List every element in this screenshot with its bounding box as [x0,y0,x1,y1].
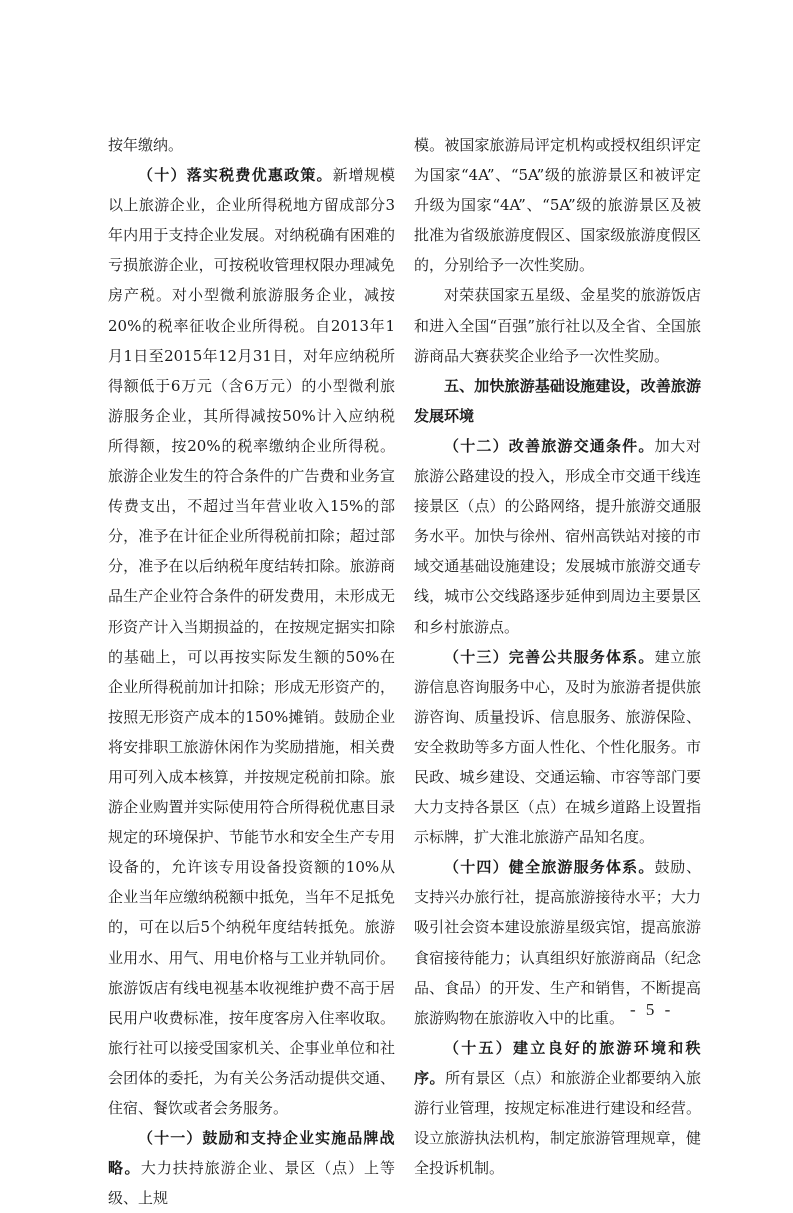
paragraph-environment [414,1033,701,1183]
paragraph-public-service [414,642,701,853]
paragraph-body: 鼓励、支持兴办旅行社，提高旅游接待水平；大力吸引社会资本建设旅游星级宾馆，提高旅游食宿接待能力；认真组织好旅游商品（纪念品、食品）的开发、生产和销售，不断提高旅游购物在旅游收入中的比重。 [414,858,701,1027]
section-heading: 五、加快旅游基础设施建设，改善旅游发展环境 [414,376,701,425]
paragraph-transport [414,431,701,642]
paragraph-body: 大力扶持旅游企业、景区（点）上等级、上规 [108,1159,395,1208]
paragraph-body: 新增规模以上旅游企业，企业所得税地方留成部分3年内用于支持企业发展。对纳税确有困难的亏损旅游企业，可按税收管理权限办理减免房产税。对小型微利旅游服务企业，减按20%的税率征收企业所得税。自2013年1月1日至2015年12月31日，对年应纳税所得额低于6万元（含6万元）的小型微利旅游服务企业，其所得减按50%计入应纳税所得额，按20%的税率缴纳企业所得税。旅游企业发生的符合条件的广告费和业务宣传费支出，不超过当年营业收入15%的部分，准予在计征企业所得税前扣除；超过部分，准予在以后纳税年度结转扣除。旅游商品生产企业符合条件的研发费用，未形成无形资产计入当期损益的，在按规定据实扣除的基础上，可以再按实际发生额的50%在企业所得税前加计扣除；形成无形资产的，按照无形资产成本的150%摊销。鼓励企业将安排职工旅游休闲作为奖励措施，相关费用可列入成本核算，并按规定税前扣除。旅游企业购置并实际使用符合所得税优惠目录规定的环境保护、节能节水和安全生产专用设备的，允许该专用设备投资额的10%从企业当年应缴纳税额中抵免，当年不足抵免的，可在以后5个纳税年度结转抵免。旅游业用水、用气、用电价格与工业并轨同价。旅游饭店有线电视基本收视维护费不高于居民用户收费标准，按年度客房入住率收取。旅行社可以接受国家机关、企事业单位和社会团体的委托，为有关公务活动提供交通、住宿、餐饮或者会务服务。 [108,166,395,1117]
paragraph-lead: （十四）健全旅游服务体系。 [444,858,655,877]
paragraph-continuation: 按年缴纳。 [108,136,184,154]
paragraph-body: 所有景区（点）和旅游企业都要纳入旅游行业管理，按规定标准进行建设和经营。设立旅游执法机构，制定旅游管理规章，健全投诉机制。 [414,1068,701,1178]
paragraph-awards: 对荣获国家五星级、金星奖的旅游饭店和进入全国“百强”旅行社以及全省、全国旅游商品大赛获奖企业给予一次性奖励。 [414,286,701,365]
paragraph-lead: （十）落实税费优惠政策。 [138,166,333,185]
paragraph-body: 建立旅游信息咨询服务中心，及时为旅游者提供旅游咨询、质量投诉、信息服务、旅游保险、安全救助等多方面人性化、个性化服务。市民政、城乡建设、交通运输、市容等部门要大力支持各景区（点）在城乡道路上设置指示标牌，扩大淮北旅游产品知名度。 [414,647,701,847]
paragraph-lead: （十三）完善公共服务体系。 [444,647,655,666]
paragraph-lead: （十一）鼓励和支持企业实施品牌战略。 [108,1129,395,1178]
paragraph-lead: （十二）改善旅游交通条件。 [444,436,655,455]
left-column [108,130,395,1213]
page-number: - 5 - [630,1000,674,1019]
paragraph-tax-policy [108,160,395,1123]
paragraph-lead: （十五）建立良好的旅游环境和秩序。 [414,1038,701,1087]
paragraph-brand-strategy [108,1123,395,1213]
paragraph-body: 加大对旅游公路建设的投入，形成全市交通干线连接景区（点）的公路网络，提升旅游交通服务水平。加快与徐州、宿州高铁站对接的市域交通基础设施建设；发展城市旅游交通专线，城市公交线路逐步延伸到周边主要景区和乡村旅游点。 [414,436,701,636]
right-column [414,130,701,1183]
paragraph-continuation: 模。被国家旅游局评定机构或授权组织评定为国家“4A”、“5A”级的旅游景区和被评定升级为国家“4A”、“5A”级的旅游景区及被批准为省级旅游度假区、国家级旅游度假区的，分别给予一次性奖励。 [414,136,701,275]
